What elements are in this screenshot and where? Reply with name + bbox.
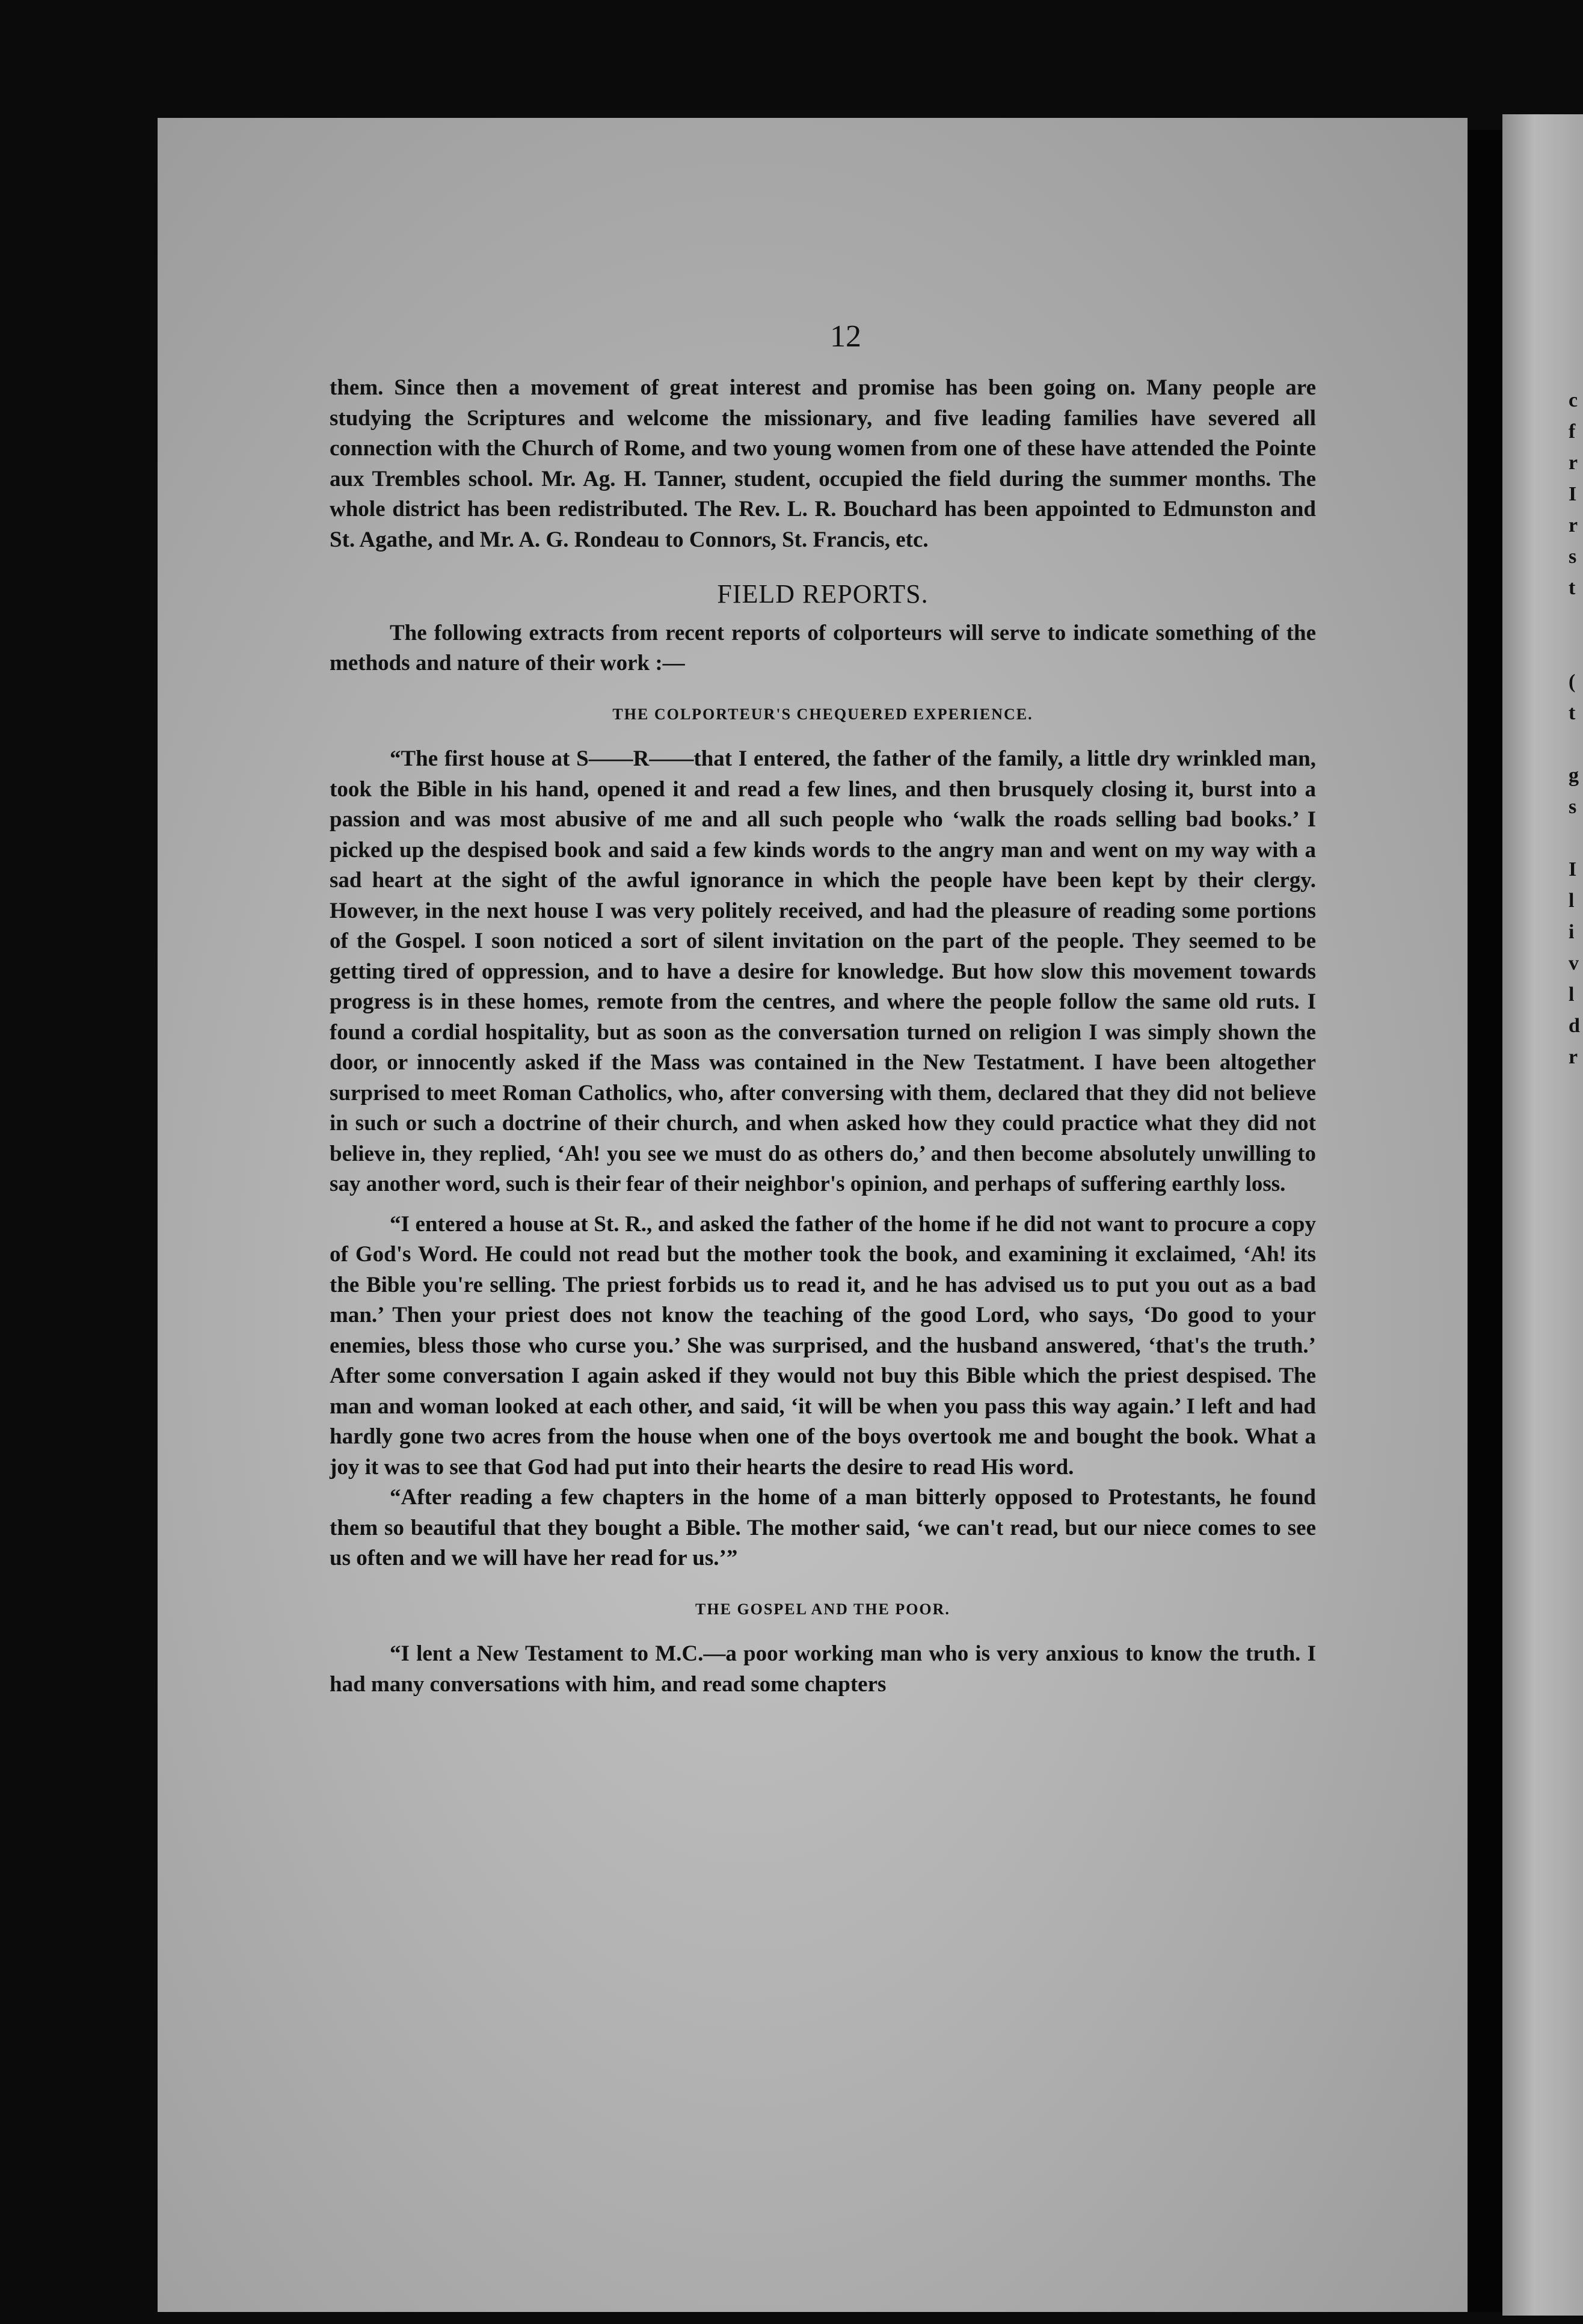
adjacent-page-fragment: t — [1569, 577, 1576, 599]
adjacent-page-fragment: v — [1569, 952, 1579, 974]
adjacent-page-fragment: r — [1569, 514, 1578, 536]
subheading-gospel-and-poor: THE GOSPEL AND THE POOR. — [695, 1600, 950, 1618]
adjacent-page-fragment — [1569, 604, 1582, 635]
adjacent-page-text — [1569, 385, 1582, 1073]
paragraph: “The first house at S——R——that I entered, the father of the family, a little dry wrinkled man, took the Bible in his hand, opened it and read a few lines, and then brusquely closing it, burst into a passion and was most abusive of me and all such people who ‘walk the roads selling bad books.’ I picked up the despised book and said a few kinds words to the angry man and went on my way with a sad heart at the sight of the awful ignorance in which the people have been kept by their clergy. However, in the next house I was very politely received, and had the pleasure of reading some portions of the Gospel. I soon noticed a sort of silent invitation on the part of the people. They seemed to be getting tired of oppression, and to have a desire for knowledge. But how slow this movement towards progress is in these homes, remote from the centres, and where the people follow the same old ruts. I found a cordial hospitality, but as soon as the conversation turned on religion I was simply shown the door, or innocently asked if the Mass was contained in the New Testatment. I have been altogether surprised to meet Roman Catholics, who, after conversing with them, declared that they did not believe in such or such a doctrine of their church, and when asked how they could practice what they did not believe in, they replied, ‘Ah! you see we must do as others do,’ and then become absolutely unwilling to say another word, such is their fear of their neighbor's opinion, and perhaps of suffering earthly loss. — [330, 746, 1316, 1196]
adjacent-page-fragment: I — [1569, 483, 1577, 505]
adjacent-page-fragment: g — [1569, 764, 1579, 787]
paragraph: them. Since then a movement of great interest and promise has been going on. Many people are studying the Scriptures and welcome the missionary, and five leading families have severed all connection with the Church of Rome, and two young women from one of these have attended the Pointe aux Trembles school. Mr. Ag. H. Tanner, student, occupied the field during the summer months. The whole district has been redistributed. The Rev. L. R. Bouchard has been appointed to Edmunston and St. Agathe, and Mr. A. G. Rondeau to Connors, St. Francis, etc. — [330, 375, 1316, 552]
adjacent-page-fragment — [1569, 635, 1582, 666]
adjacent-page-fragment: i — [1569, 921, 1575, 943]
adjacent-page-fragment: s — [1569, 796, 1577, 818]
adjacent-page-fragment: c — [1569, 389, 1578, 411]
adjacent-page-fragment: ( — [1569, 671, 1576, 693]
section-title: FIELD REPORTS. — [717, 579, 929, 609]
adjacent-page-fragment: I — [1569, 858, 1577, 881]
adjacent-page-fragment: d — [1569, 1015, 1580, 1037]
adjacent-page-fragment: r — [1569, 452, 1578, 474]
subheading-chequered-experience: THE COLPORTEUR'S CHEQUERED EXPERIENCE. — [612, 705, 1033, 723]
adjacent-page-fragment: l — [1569, 983, 1575, 1006]
adjacent-page-fragment: l — [1569, 890, 1575, 912]
adjacent-page-fragment: s — [1569, 546, 1577, 568]
adjacent-page-fragment: f — [1569, 420, 1576, 443]
page-number: 12 — [830, 319, 861, 354]
page-gutter — [1468, 130, 1502, 2312]
paragraph: “I lent a New Testament to M.C.—a poor working man who is very anxious to know the truth. I had many conversations with him, and read some chapters — [330, 1641, 1316, 1697]
adjacent-page-fragment: t — [1569, 702, 1576, 724]
adjacent-page-fragment: r — [1569, 1046, 1578, 1068]
paragraph: “I entered a house at St. R., and asked the father of the home if he did not want to procure a copy of God's Word. He could not read but the mother took the book, and examining it exclaimed, ‘Ah! its the Bible you're selling. The priest forbids us to read it, and he has advised us to put you out as a bad man.’ Then your priest does not know the teaching of the good Lord, who says, ‘Do good to your enemies, bless those who curse you.’ She was surprised, and the husband answered, ‘that's the truth.’ After some conversation I again asked if they would not buy this Bible which the priest despised. The man and woman looked at each other, and said, ‘it will be when you pass this way again.’ I left and had hardly gone two acres from the house when one of the boys overtook me and bought the book. What a joy it was to see that God had put into their hearts the desire to read His word. — [330, 1211, 1316, 1480]
section-intro: The following extracts from recent reports of colporteurs will serve to indicate something of the methods and nature of their work :— — [330, 620, 1316, 675]
page-body — [330, 373, 1316, 1700]
paragraph: “After reading a few chapters in the home of a man bitterly opposed to Protestants, he found them so beautiful that they bought a Bible. The mother said, ‘we can't read, but our niece comes to see us often and we will have her read for us.’” — [330, 1485, 1316, 1570]
adjacent-page-fragment — [1569, 823, 1582, 854]
adjacent-page-fragment — [1569, 729, 1582, 760]
